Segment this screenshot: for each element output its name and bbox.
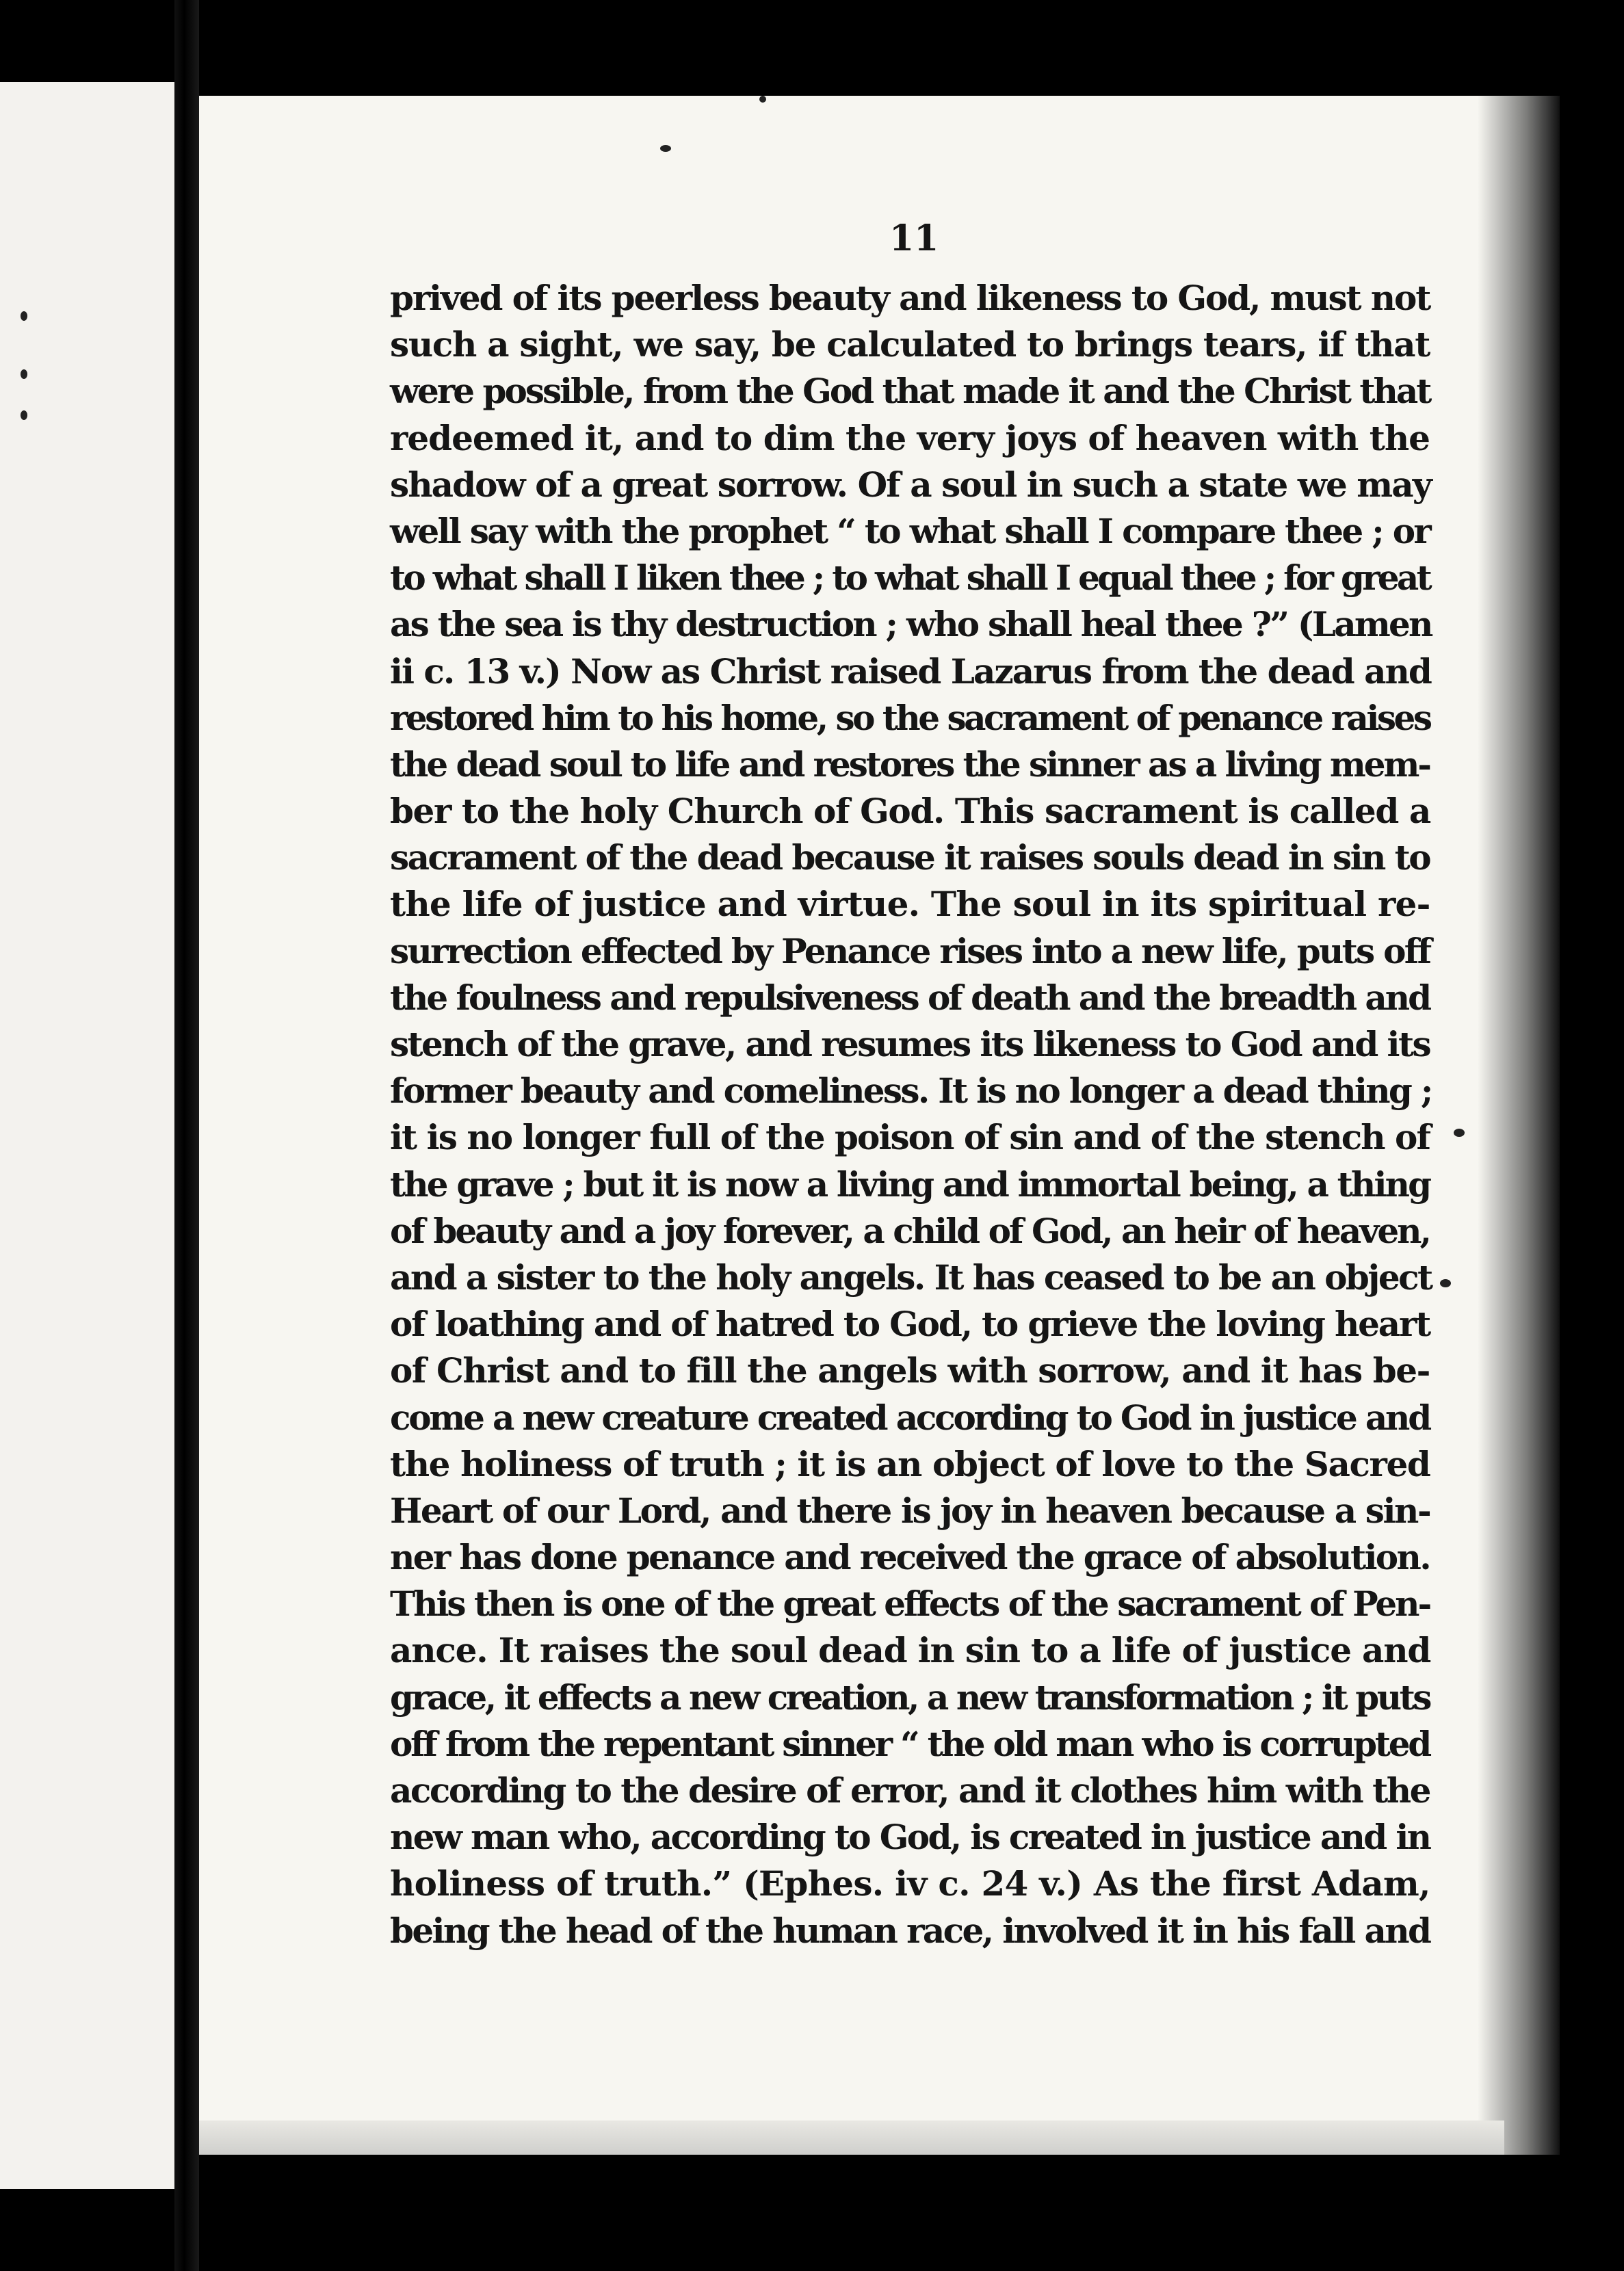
text-line: ner has done penance and received the grace of absolution.: [390, 1537, 1430, 1578]
scan-speck: [1440, 1279, 1451, 1287]
scan-speck: [1454, 1129, 1465, 1137]
page-number: 11: [889, 218, 939, 259]
text-line: prived of its peerless beauty and likeness to God, must not: [390, 278, 1430, 318]
text-line: ber to the holy Church of God. This sacrament is called a: [390, 791, 1430, 832]
text-line: former beauty and comeliness. It is no longer a dead thing ;: [390, 1071, 1432, 1112]
text-line: come a new creature created according to God in justice and: [390, 1397, 1430, 1438]
scan-speck: [660, 145, 671, 152]
text-line: well say with the prophet “ to what shall I compare thee ; or: [390, 510, 1430, 551]
text-line: being the head of the human race, involved it in his fall and: [390, 1910, 1430, 1951]
text-line: as the sea is thy destruction ; who shall heal thee ?” (Lamen: [390, 604, 1432, 645]
text-line: stench of the grave, and resumes its likeness to God and its: [390, 1024, 1430, 1064]
text-line: sacrament of the dead because it raises souls dead in sin to: [390, 837, 1430, 878]
book-gutter: [174, 0, 199, 2271]
text-line: ance. It raises the soul dead in sin to a life of justice and: [390, 1630, 1431, 1671]
scan-speck: [21, 369, 27, 379]
text-line: of Christ and to fill the angels with sorrow, and it has be-: [390, 1350, 1430, 1391]
facing-page-edge: [0, 82, 174, 2189]
scan-speck: [21, 311, 27, 321]
text-line: the foulness and repulsiveness of death and the breadth and: [390, 977, 1430, 1018]
text-line: of loathing and of hatred to God, to grieve the loving heart: [390, 1304, 1430, 1345]
text-line: surrection effected by Penance rises into a new life, puts off: [390, 930, 1430, 971]
text-line: Heart of our Lord, and there is joy in heaven because a sin-: [390, 1490, 1430, 1531]
text-line: the dead soul to life and restores the sinner as a living mem-: [390, 744, 1430, 785]
text-line: the life of justice and virtue. The soul in its spiritual re-: [390, 884, 1430, 925]
text-line: of beauty and a joy forever, a child of God, an heir of heaven,: [390, 1210, 1430, 1251]
text-line: holiness of truth.” (Ephes. iv c. 24 v.) As the first Adam,: [390, 1863, 1430, 1904]
text-line: were possible, from the God that made it and the Christ that: [390, 371, 1430, 412]
text-line: and a sister to the holy angels. It has ceased to be an object: [390, 1257, 1432, 1298]
text-line: new man who, according to God, is created in justice and in: [390, 1817, 1430, 1858]
scan-speck: [21, 410, 27, 420]
text-line: This then is one of the great effects of the sacrament of Pen-: [390, 1584, 1430, 1625]
text-line: ii c. 13 v.) Now as Christ raised Lazarus from the dead and: [390, 651, 1431, 692]
text-line: the grave ; but it is now a living and immortal being, a thing: [390, 1164, 1430, 1205]
text-line: restored him to his home, so the sacrament of penance raises: [390, 697, 1430, 738]
page-right-edge: [1478, 96, 1560, 2155]
text-line: it is no longer full of the poison of sin and of the stench of: [390, 1117, 1430, 1158]
text-line: redeemed it, and to dim the very joys of heaven with the: [390, 417, 1430, 458]
text-line: such a sight, we say, be calculated to brings tears, if that: [390, 324, 1430, 365]
text-line: shadow of a great sorrow. Of a soul in such a state we may: [390, 464, 1431, 505]
text-line: to what shall I liken thee ; to what shall I equal thee ; for great: [390, 557, 1430, 599]
text-line: the holiness of truth ; it is an object of love to the Sacred: [390, 1443, 1430, 1484]
text-line: according to the desire of error, and it clothes him with the: [390, 1770, 1430, 1811]
body-text: [390, 275, 1430, 1954]
page-bottom-edge: [199, 2121, 1504, 2155]
scan-speck: [759, 96, 766, 103]
text-line: off from the repentant sinner “ the old man who is corrupted: [390, 1723, 1430, 1764]
text-line: grace, it effects a new creation, a new transformation ; it puts: [390, 1677, 1430, 1718]
